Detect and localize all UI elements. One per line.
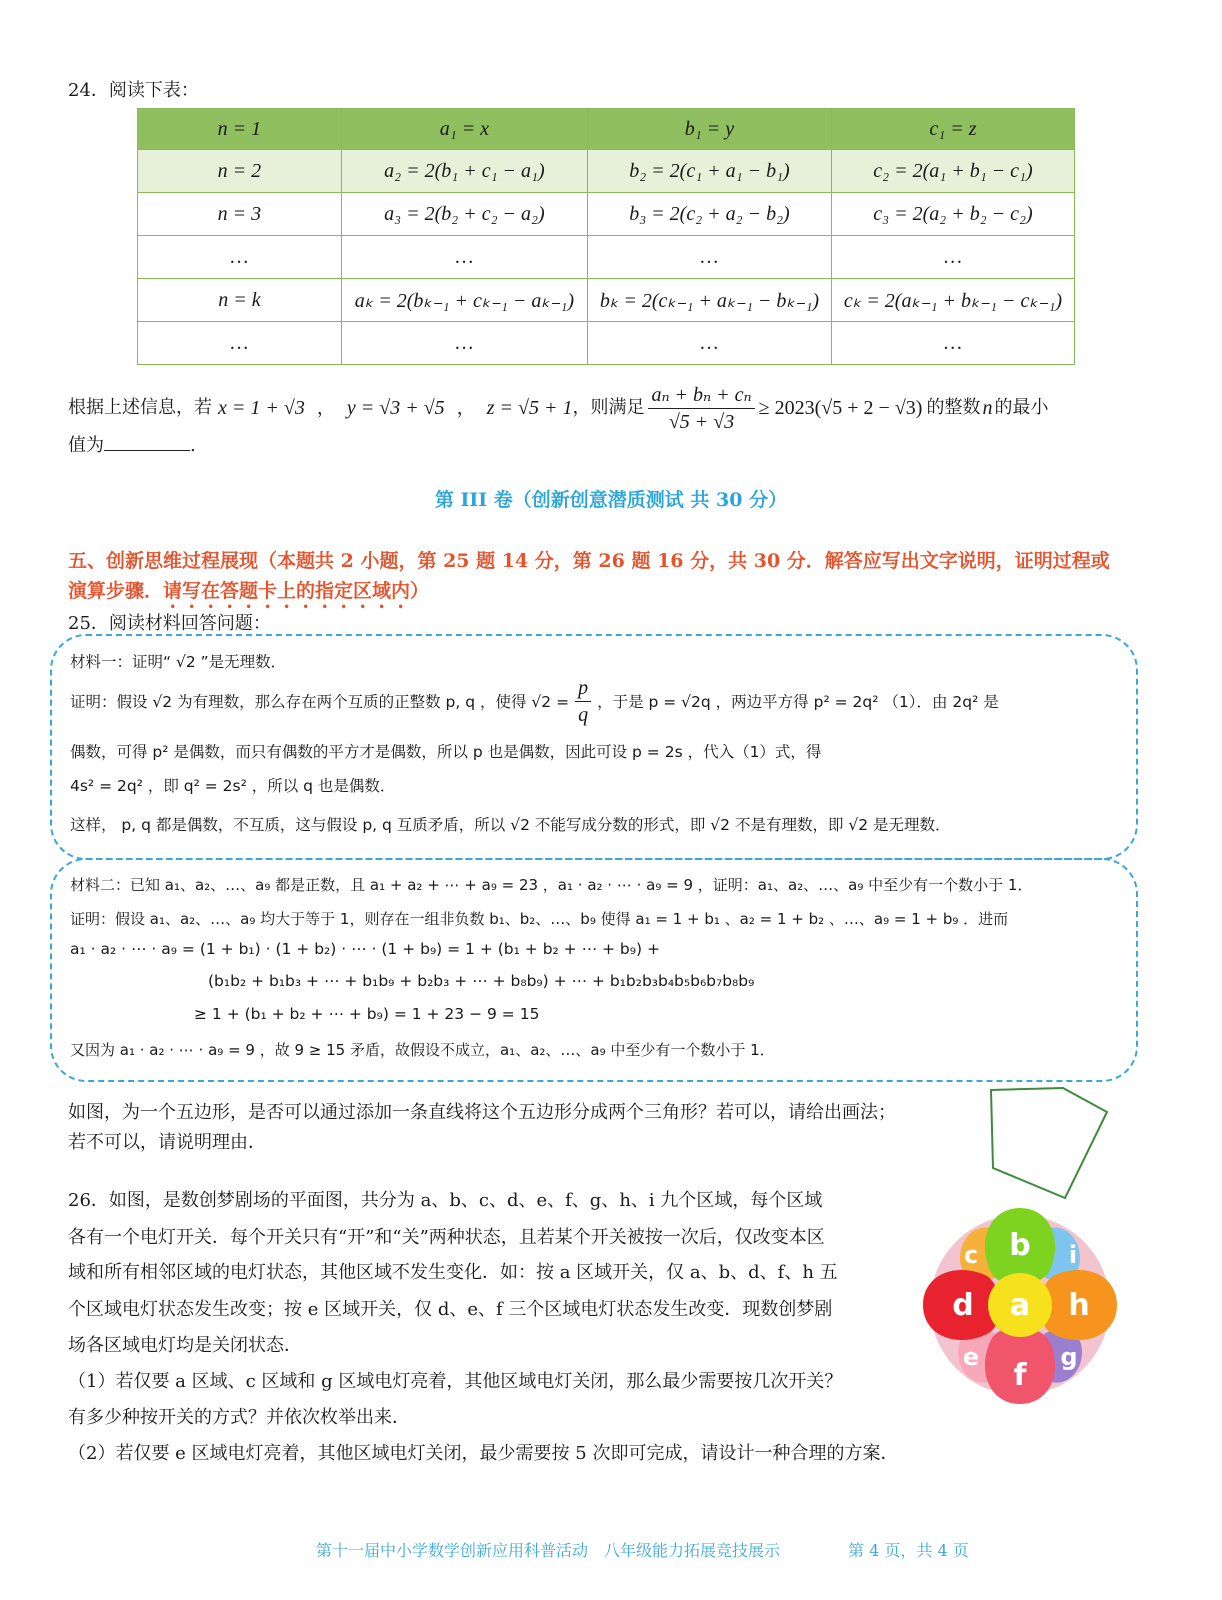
table-cell: … xyxy=(341,322,587,365)
q24-text: 的整数 xyxy=(926,397,981,418)
material-one-line3: 偶数，可得 p² 是偶数，而只有偶数的平方才是偶数，所以 p 也是偶数，因此可设 p = 2s ，代入（1）式，得 xyxy=(70,743,822,761)
q26-part1-line2: 有多少种按开关的方式？并依次枚举出来． xyxy=(68,1407,410,1428)
answer-blank xyxy=(104,430,190,451)
table-row xyxy=(138,150,1075,193)
label-e: e xyxy=(962,1343,980,1371)
footer-title: 第十一届中小学数学创新应用科普活动 八年级能力拓展竞技展示 xyxy=(316,1541,781,1560)
table-row xyxy=(138,193,1075,236)
q24-n-variable: n xyxy=(982,397,993,419)
q24-z-equation: z = √5 + 1 xyxy=(486,397,573,419)
table-cell: n = 3 xyxy=(138,193,342,236)
table-cell: … xyxy=(138,322,342,365)
q24-condition-line: 根据上述信息，若 x = 1 + √3 ， y = √3 + √5 ， z = √5 + 1 ，则满足 $\frac{\text{aₙ + bₙ + cₙ}}{√5 + √3}$ ≥ 2023(√5 + 2 − √3) 的整数 n 的最小 xyxy=(68,380,1048,436)
table-cell: c₁ = z xyxy=(831,109,1074,150)
material-text: 证明：假设 √2 为有理数，那么存在两个互质的正整数 p, q ，使得 √2 = xyxy=(70,693,570,711)
material-two-line3: a₁ · a₂ · ⋯ · a₉ = (1 + b₁) · (1 + b₂) · ⋯ · (1 + b₉) = 1 + (b₁ + b₂ + ⋯ + b₉) + xyxy=(70,940,660,958)
label-b: b xyxy=(1009,1228,1031,1263)
material-two-line1: 材料二：已知 a₁、a₂、…、a₉ 都是正数，且 a₁ + a₂ + ⋯ + a₉ = 23 ，a₁ · a₂ · ⋯ · a₉ = 9 ，证明：a₁、a₂、…、a₉ 中至少有一个数小于 1． xyxy=(70,876,1033,894)
theater-floor-plan xyxy=(915,1200,1125,1415)
label-i: i xyxy=(1068,1241,1078,1269)
q26-line5: 场各区域电灯均是关闭状态． xyxy=(68,1335,302,1356)
sequence-table xyxy=(137,108,1075,365)
label-c: c xyxy=(963,1241,979,1269)
label-a: a xyxy=(1009,1288,1031,1323)
material-two-line4: (b₁b₂ + b₁b₃ + ⋯ + b₁b₉ + b₂b₃ + ⋯ + b₈b₉) + ⋯ + b₁b₂b₃b₄b₅b₆b₇b₈b₉ xyxy=(208,972,755,990)
q24-text: . xyxy=(190,435,196,456)
p-over-q-fraction xyxy=(575,675,591,728)
table-cell: bₖ = 2(cₖ₋₁ + aₖ₋₁ − bₖ₋₁) xyxy=(587,279,831,322)
table-cell: … xyxy=(138,236,342,279)
q25-question-line2: 若不可以，请说明理由． xyxy=(68,1132,266,1153)
q26-line2: 各有一个电灯开关．每个开关只有“开”和“关”两种状态，且若某个开关被按一次后，仅改变本区 xyxy=(68,1227,825,1248)
table-cell: … xyxy=(831,236,1074,279)
table-cell: … xyxy=(831,322,1074,365)
q26-line4: 个区域电灯状态发生改变；按 e 区域开关，仅 d、e、f 三个区域电灯状态发生改变．现数创梦剧 xyxy=(68,1299,833,1320)
table-cell: a₃ = 2(b₂ + c₂ − a₂) xyxy=(341,193,587,236)
pentagon-shape xyxy=(991,1088,1107,1198)
table-cell: n = k xyxy=(138,279,342,322)
q26-line3: 域和所有相邻区域的电灯状态，其他区域不发生变化．如：按 a 区域开关，仅 a、b、d、f、h 五 xyxy=(68,1262,838,1283)
section5-heading-line2 xyxy=(68,576,429,613)
table-cell: c₃ = 2(a₂ + b₂ − c₂) xyxy=(831,193,1074,236)
table-cell: … xyxy=(341,236,587,279)
q24-text: 值为 xyxy=(68,435,104,456)
label-d: d xyxy=(952,1288,974,1323)
material-one-line2 xyxy=(70,676,999,726)
q24-inequality: ≥ 2023(√5 + 2 − √3) xyxy=(758,397,923,419)
q26-part2: （2）若仅要 e 区域电灯亮着，其他区域电灯关闭，最少需要按 5 次即可完成，请设计一种合理的方案． xyxy=(68,1443,899,1464)
section5-emphasized-text: 请写在答题卡上的指定区域内 xyxy=(163,580,411,602)
q26-part1-line1: （1）若仅要 a 区域、c 区域和 g 区域电灯亮着，其他区域电灯关闭，那么最少需要按几次开关？ xyxy=(68,1371,843,1392)
table-row xyxy=(138,236,1075,279)
table-cell: cₖ = 2(aₖ₋₁ + bₖ₋₁ − cₖ₋₁) xyxy=(831,279,1074,322)
material-one-line4: 4s² = 2q² ，即 q² = 2s² ，所以 q 也是偶数． xyxy=(70,777,396,795)
label-g: g xyxy=(1060,1343,1078,1371)
material-text: ，于是 p = √2q ，两边平方得 p² = 2q² （1）．由 2q² 是 xyxy=(597,693,999,711)
footer-page-number: 第 4 页，共 4 页 xyxy=(848,1541,969,1560)
part3-title: 第 III 卷（创新创意潜质测试 共 30 分） xyxy=(434,489,788,511)
label-h: h xyxy=(1068,1288,1090,1323)
table-row xyxy=(138,279,1075,322)
q24-y-equation: y = √3 + √5 xyxy=(346,397,445,419)
material-two-line6: 又因为 a₁ · a₂ · ⋯ · a₉ = 9 ，故 9 ≥ 15 矛盾，故假设不成立，a₁、a₂、…、a₉ 中至少有一个数小于 1． xyxy=(70,1041,775,1059)
q24-fraction xyxy=(648,382,754,435)
table-cell: a₂ = 2(b₁ + c₁ − a₁) xyxy=(341,150,587,193)
material-two-line5: ≥ 1 + (b₁ + b₂ + ⋯ + b₉) = 1 + 23 − 9 = 15 xyxy=(194,1005,540,1023)
section5-text: 演算步骤． xyxy=(68,580,164,602)
fraction-denominator: q xyxy=(578,703,589,726)
q24-text: ，则满足 xyxy=(572,397,645,418)
table-row xyxy=(138,322,1075,365)
label-f: f xyxy=(1013,1358,1027,1393)
table-cell: b₁ = y xyxy=(587,109,831,150)
table-cell: a₁ = x xyxy=(341,109,587,150)
material-one-line1: 材料一：证明“ √2 ”是无理数． xyxy=(70,653,287,671)
q25-question-line1: 如图，为一个五边形，是否可以通过添加一条直线将这个五边形分成两个三角形？若可以，请给出画法； xyxy=(68,1102,896,1123)
section5-text: ） xyxy=(410,580,430,602)
table-cell: … xyxy=(587,322,831,365)
q24-answer-line xyxy=(68,430,196,459)
table-header-row xyxy=(138,109,1075,150)
table-cell: b₃ = 2(c₂ + a₂ − b₂) xyxy=(587,193,831,236)
q24-x-equation: x = 1 + √3 xyxy=(218,397,305,419)
q25-intro: 25．阅读材料回答问题： xyxy=(68,613,271,634)
q26-line1: 26．如图，是数创梦剧场的平面图，共分为 a、b、c、d、e、f、g、h、i 九个区域，每个区域 xyxy=(68,1190,823,1211)
table-cell: aₖ = 2(bₖ₋₁ + cₖ₋₁ − aₖ₋₁) xyxy=(341,279,587,322)
fraction-numerator: p xyxy=(575,675,591,702)
table-cell: b₂ = 2(c₁ + a₁ − b₁) xyxy=(587,150,831,193)
material-one-line5: 这样， p, q 都是偶数，不互质，这与假设 p, q 互质矛盾，所以 √2 不能写成分数的形式，即 √2 不是有理数，即 √2 是无理数． xyxy=(70,816,951,834)
table-cell: n = 1 xyxy=(138,109,342,150)
q24-text: 根据上述信息，若 xyxy=(68,397,212,418)
material-two-line2: 证明：假设 a₁、a₂、…、a₉ 均大于等于 1，则存在一组非负数 b₁、b₂、…、b₉ 使得 a₁ = 1 + b₁ 、a₂ = 1 + b₂ 、…、a₉ = 1 + b₉ ．进而 xyxy=(70,910,1009,928)
fraction-numerator: aₙ + bₙ + cₙ xyxy=(648,382,754,409)
fraction-denominator: √5 + √3 xyxy=(668,410,735,433)
pentagon-figure xyxy=(985,1082,1115,1202)
table-cell: n = 2 xyxy=(138,150,342,193)
table-cell: c₂ = 2(a₁ + b₁ − c₁) xyxy=(831,150,1074,193)
table-cell: … xyxy=(587,236,831,279)
q24-text: 的最小 xyxy=(994,397,1049,418)
section5-heading-line1: 五、创新思维过程展现（本题共 2 小题，第 25 题 14 分，第 26 题 16 分，共 30 分．解答应写出文字说明，证明过程或 xyxy=(68,550,1110,572)
q24-intro: 24．阅读下表： xyxy=(68,80,199,101)
